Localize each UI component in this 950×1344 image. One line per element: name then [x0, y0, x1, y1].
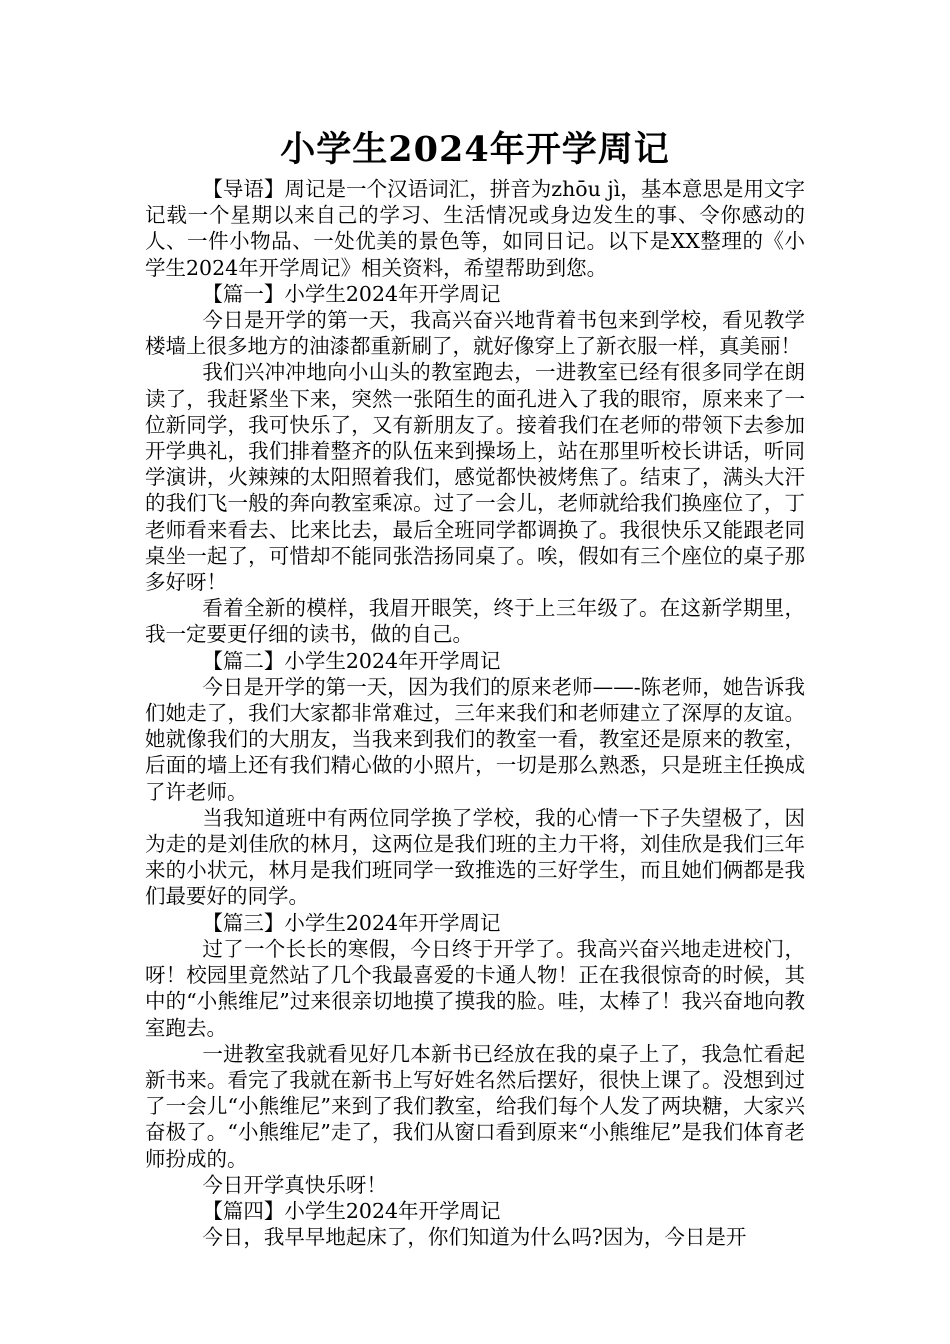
section-3-paragraph: 一进教室我就看见好几本新书已经放在我的桌子上了，我急忙看起新书来。看完了我就在新书上写好姓名然后摆好，很快上课了。没想到过了一会儿“小熊维尼”来到了我们教室，给我们每个人发了两块糖，大家兴奋极了。“小熊维尼”走了，我们从窗口看到原来“小熊维尼”是我们体育老师扮成的。 — [145, 1041, 805, 1171]
section-1-paragraph: 今日是开学的第一天，我高兴奋兴地背着书包来到学校，看见教学楼墙上很多地方的油漆都重新刷了，就好像穿上了新衣服一样，真美丽！ — [145, 308, 805, 359]
document-page — [145, 126, 805, 1250]
section-1-paragraph: 我们兴冲冲地向小山头的教室跑去，一进教室已经有很多同学在朗读了，我赶紧坐下来，突然一张陌生的面孔进入了我的眼帘，原来来了一位新同学，我可快乐了，又有新朋友了。接着我们在老师的带领下去参加开学典礼，我们排着整齐的队伍来到操场上，站在那里听校长讲话，听同学演讲，火辣辣的太阳照着我们，感觉都快被烤焦了。结束了，满头大汗的我们飞一般的奔向教室乘凉。过了一会儿，老师就给我们换座位了，丁老师看来看去、比来比去，最后全班同学都调换了。我很快乐又能跟老同桌坐一起了，可惜却不能同张浩扬同桌了。唉，假如有三个座位的桌子那多好呀！ — [145, 360, 805, 595]
section-3-paragraph: 今日开学真快乐呀！ — [202, 1172, 387, 1197]
document-title: 小学生2024年开学周记 — [280, 129, 670, 170]
section-2-paragraph: 当我知道班中有两位同学换了学校，我的心情一下子失望极了，因为走的是刘佳欣的林月，这两位是我们班的主力干将，刘佳欣是我们三年来的小状元，林月是我们班同学一致推选的三好学生，而且她们俩都是我们最要好的同学。 — [145, 805, 805, 909]
section-2-paragraph: 今日是开学的第一天，因为我们的原来老师——-陈老师，她告诉我们她走了，我们大家都非常难过，三年来我们和老师建立了深厚的友谊。她就像我们的大朋友，当我来到我们的教室一看，教室还是原来的教室，后面的墙上还有我们精心做的小照片，一切是那么熟悉，只是班主任换成了许老师。 — [145, 674, 805, 804]
section-1-heading: 【篇一】小学生2024年开学周记 — [202, 281, 501, 306]
intro-paragraph: 【导语】周记是一个汉语词汇，拼音为zhōu jì，基本意思是用文字记载一个星期以来自己的学习、生活情况或身边发生的事、令你感动的人、一件小物品、一处优美的景色等，如同日记。以下是XX整理的《小学生2024年开学周记》相关资料，希望帮助到您。 — [145, 177, 805, 280]
section-4-heading: 【篇四】小学生2024年开学周记 — [202, 1198, 501, 1223]
section-4-paragraph: 今日，我早早地起床了，你们知道为什么吗?因为，今日是开 — [202, 1225, 747, 1250]
section-3-heading: 【篇三】小学生2024年开学周记 — [202, 910, 501, 935]
section-3-paragraph: 过了一个长长的寒假，今日终于开学了。我高兴奋兴地走进校门，呀！校园里竟然站了几个我最喜爱的卡通人物！正在我很惊奇的时候，其中的“小熊维尼”过来很亲切地摸了摸我的脸。哇，太棒了！我兴奋地向教室跑去。 — [145, 936, 805, 1040]
section-2-heading: 【篇二】小学生2024年开学周记 — [202, 648, 501, 673]
section-1-paragraph: 看着全新的模样，我眉开眼笑，终于上三年级了。在这新学期里，我一定要更仔细的读书，做的自己。 — [145, 596, 805, 647]
